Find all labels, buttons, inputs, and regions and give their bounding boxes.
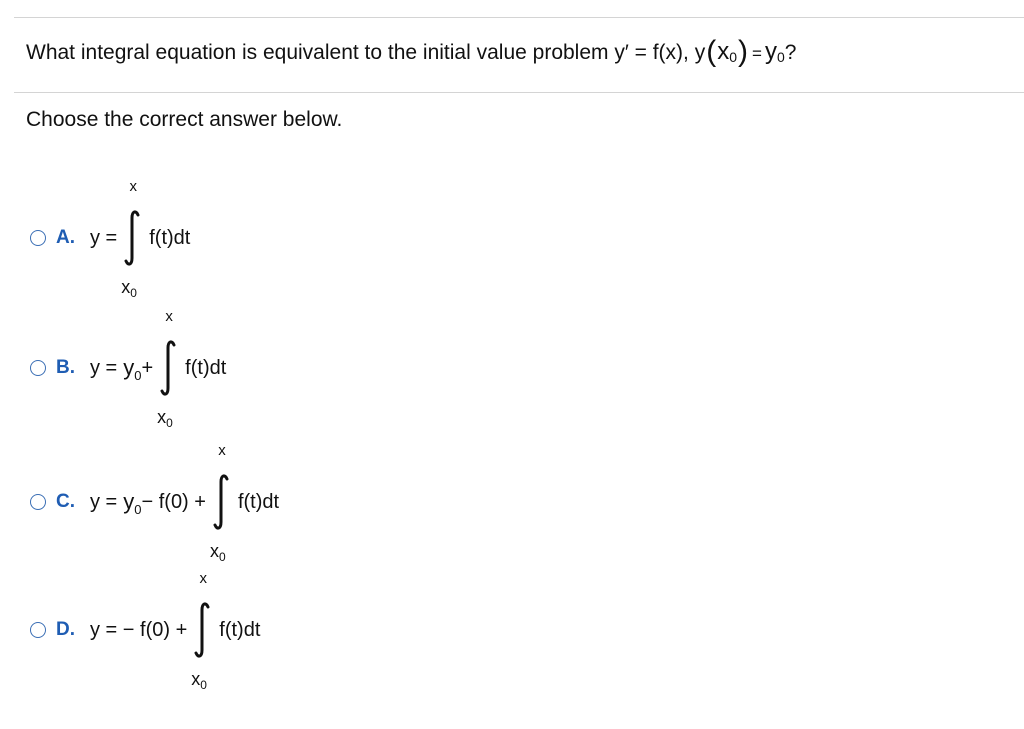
option-expression-b — [90, 308, 226, 428]
answer-prompt: Choose the correct answer below. — [26, 108, 343, 131]
integral-icon — [121, 209, 143, 267]
option-b[interactable] — [30, 308, 226, 428]
question-x0-var: x — [717, 38, 730, 65]
option-a-lhs: y = — [90, 226, 118, 249]
option-d[interactable] — [30, 570, 260, 690]
question-y0-sub: 0 — [776, 49, 785, 65]
option-d-lhs: y = − f(0) + — [90, 618, 188, 641]
integrand-a: f(t)dt — [149, 226, 191, 249]
option-c[interactable] — [30, 442, 279, 562]
top-divider — [14, 17, 1024, 18]
integral-icon — [210, 473, 232, 531]
lower-limit-d: $x_0$ — [191, 669, 207, 692]
upper-limit-b: x — [165, 308, 173, 325]
question-text — [26, 36, 796, 68]
option-c-rest: − f(0) + — [141, 490, 206, 513]
question-y0-var: y — [764, 38, 777, 65]
option-a[interactable] — [30, 178, 190, 298]
option-b-rest: + — [141, 356, 154, 379]
integral-icon — [191, 601, 213, 659]
question-x0-sub: 0 — [729, 49, 738, 65]
upper-limit-a: x — [129, 178, 137, 195]
integral-sign-c — [210, 442, 232, 562]
middle-divider — [14, 92, 1024, 93]
lower-limit-a: $x_0$ — [121, 277, 137, 300]
option-expression-a — [90, 178, 190, 298]
option-letter-c: C. — [56, 491, 75, 512]
option-b-y0: $y_0$ — [123, 355, 142, 383]
option-c-lhs: y = — [90, 490, 118, 513]
option-b-lhs: y = — [90, 356, 118, 379]
radio-button-d[interactable] — [30, 622, 46, 638]
question-suffix: ? — [784, 41, 797, 64]
integral-sign-a — [121, 178, 143, 298]
radio-button-c[interactable] — [30, 494, 46, 510]
question-prefix: What integral equation is equivalent to the initial value problem y′ = f(x), y — [26, 41, 706, 64]
radio-button-a[interactable] — [30, 230, 46, 246]
integrand-d: f(t)dt — [219, 618, 261, 641]
option-expression-c — [90, 442, 279, 562]
lower-limit-b: $x_0$ — [157, 407, 173, 430]
integral-sign-b — [157, 308, 179, 428]
integral-icon — [157, 339, 179, 397]
option-c-y0: $y_0$ — [123, 489, 142, 517]
upper-limit-d: x — [199, 570, 208, 587]
open-paren: ( — [706, 35, 717, 68]
integral-sign-d — [191, 570, 213, 690]
close-paren: ) — [738, 35, 749, 68]
option-letter-d: D. — [56, 619, 75, 640]
radio-button-b[interactable] — [30, 360, 46, 376]
option-expression-d — [90, 570, 260, 690]
lower-limit-c: $x_0$ — [209, 541, 226, 564]
option-letter-a: A. — [56, 227, 75, 248]
upper-limit-c: x — [218, 442, 226, 459]
option-letter-b: B. — [56, 357, 75, 378]
integrand-c: f(t)dt — [237, 490, 280, 513]
integrand-b: f(t)dt — [185, 356, 227, 379]
question-equals: = — [752, 44, 762, 63]
